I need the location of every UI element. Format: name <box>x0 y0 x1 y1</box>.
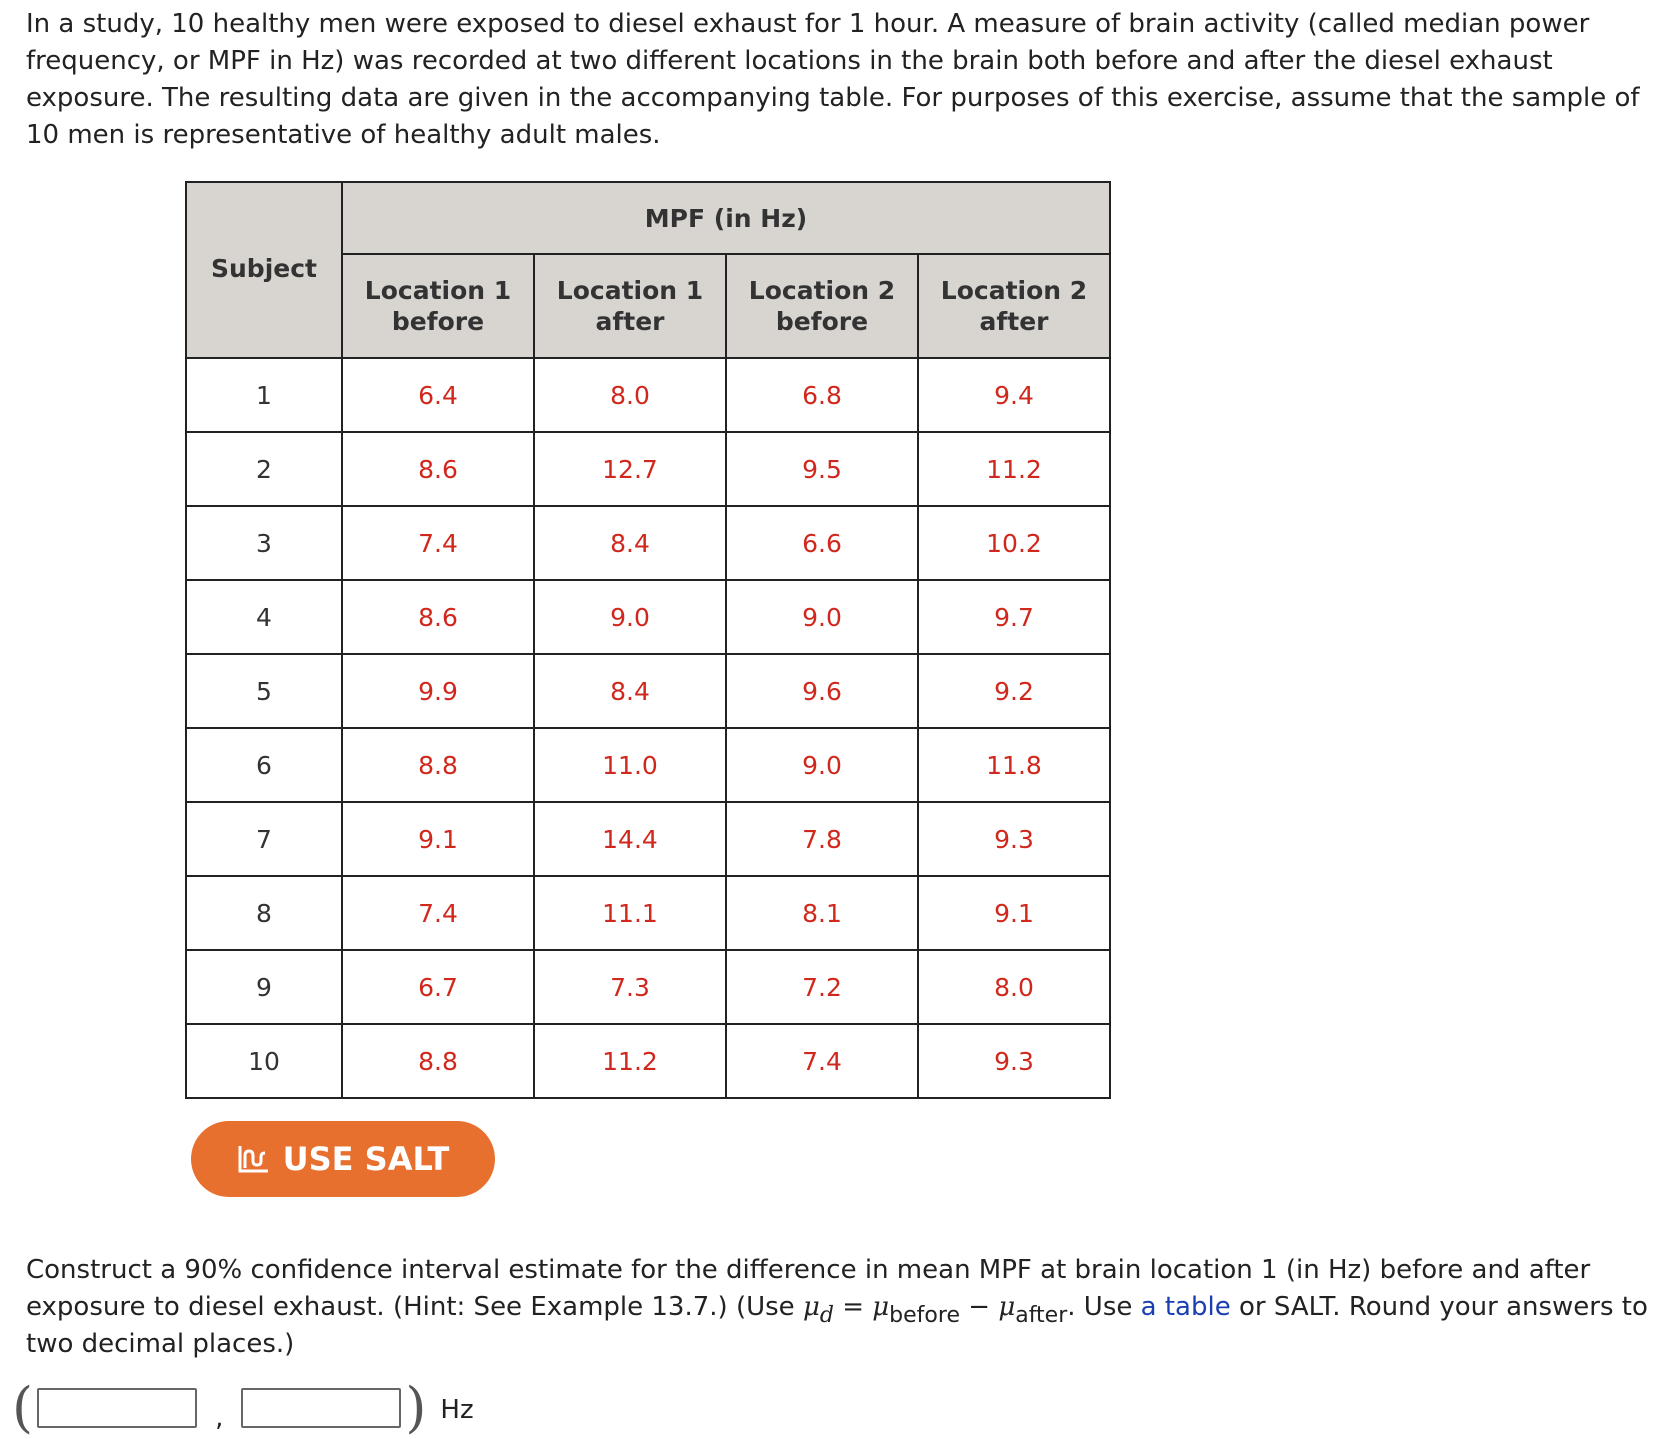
table-row <box>186 802 1110 876</box>
table-row <box>186 580 1110 654</box>
comma-separator: , <box>215 1403 224 1433</box>
value-cell: 7.8 <box>726 802 918 876</box>
subject-cell: 5 <box>186 654 342 728</box>
table-row <box>186 358 1110 432</box>
value-cell: 9.6 <box>726 654 918 728</box>
value-cell: 9.0 <box>726 728 918 802</box>
table-link[interactable]: a table <box>1140 1292 1231 1322</box>
value-cell: 14.4 <box>534 802 726 876</box>
subject-cell: 9 <box>186 950 342 1024</box>
value-cell: 8.6 <box>342 580 534 654</box>
value-cell: 11.2 <box>918 432 1110 506</box>
table-row <box>186 654 1110 728</box>
unit-label: Hz <box>440 1395 474 1425</box>
problem-intro: In a study, 10 healthy men were exposed to diesel exhaust for 1 hour. A measure of brain activity (called median power frequency, or MPF in Hz) was recorded at two different locations in the brain both before and after the diesel exhaust exposure. The resulting data are given in the accompanying table. For purposes of this exercise, assume that the sample of 10 men is representative of healthy adult males. <box>26 9 1640 150</box>
value-cell: 9.7 <box>918 580 1110 654</box>
value-cell: 8.4 <box>534 506 726 580</box>
close-paren: ) <box>405 1376 427 1439</box>
value-cell: 11.8 <box>918 728 1110 802</box>
mpf-data-table <box>185 181 1111 1099</box>
subject-cell: 10 <box>186 1024 342 1098</box>
value-cell: 7.4 <box>342 506 534 580</box>
mu-symbol: μ <box>802 1292 820 1322</box>
column-header: Location 1 before <box>342 254 534 358</box>
table-row <box>186 506 1110 580</box>
subject-cell: 3 <box>186 506 342 580</box>
value-cell: 11.2 <box>534 1024 726 1098</box>
subject-cell: 8 <box>186 876 342 950</box>
value-cell: 7.4 <box>726 1024 918 1098</box>
value-cell: 8.0 <box>918 950 1110 1024</box>
table-row <box>186 950 1110 1024</box>
value-cell: 8.0 <box>534 358 726 432</box>
column-header: Location 1 after <box>534 254 726 358</box>
table-row <box>186 728 1110 802</box>
column-header: Location 2 before <box>726 254 918 358</box>
value-cell: 6.8 <box>726 358 918 432</box>
use-salt-label: USE SALT <box>282 1140 450 1178</box>
subject-cell: 7 <box>186 802 342 876</box>
value-cell: 12.7 <box>534 432 726 506</box>
subject-cell: 6 <box>186 728 342 802</box>
value-cell: 9.5 <box>726 432 918 506</box>
mpf-group-header: MPF (in Hz) <box>342 182 1110 254</box>
question-text: Construct a 90% confidence interval estimate for the difference in mean MPF at brain location 1 (in Hz) before and after exposure to diesel exhaust. (Hint: See Example 13.7.) (Use $\mu_d = \mu_{before} - \mu_{after}$. Use a table or SALT. Round your answers to two decimal places.) <box>26 1255 1648 1359</box>
value-cell: 9.3 <box>918 802 1110 876</box>
lower-bound-input[interactable] <box>37 1388 197 1428</box>
value-cell: 8.8 <box>342 728 534 802</box>
upper-bound-input[interactable] <box>241 1388 401 1428</box>
table-row <box>186 1024 1110 1098</box>
value-cell: 9.0 <box>726 580 918 654</box>
value-cell: 9.4 <box>918 358 1110 432</box>
value-cell: 8.8 <box>342 1024 534 1098</box>
subject-header: Subject <box>186 182 342 358</box>
table-row <box>186 432 1110 506</box>
column-header: Location 2 after <box>918 254 1110 358</box>
value-cell: 8.4 <box>534 654 726 728</box>
subject-cell: 2 <box>186 432 342 506</box>
use-salt-button[interactable] <box>191 1121 495 1197</box>
value-cell: 9.2 <box>918 654 1110 728</box>
value-cell: 6.6 <box>726 506 918 580</box>
value-cell: 9.3 <box>918 1024 1110 1098</box>
value-cell: 8.1 <box>726 876 918 950</box>
value-cell: 6.4 <box>342 358 534 432</box>
value-cell: 6.7 <box>342 950 534 1024</box>
answer-row <box>12 1376 474 1439</box>
value-cell: 7.2 <box>726 950 918 1024</box>
value-cell: 7.3 <box>534 950 726 1024</box>
open-paren: ( <box>12 1376 34 1439</box>
value-cell: 8.6 <box>342 432 534 506</box>
subject-cell: 4 <box>186 580 342 654</box>
table-row <box>186 876 1110 950</box>
value-cell: 9.9 <box>342 654 534 728</box>
salt-chart-icon <box>237 1144 271 1174</box>
value-cell: 7.4 <box>342 876 534 950</box>
value-cell: 9.0 <box>534 580 726 654</box>
value-cell: 10.2 <box>918 506 1110 580</box>
value-cell: 9.1 <box>342 802 534 876</box>
value-cell: 11.1 <box>534 876 726 950</box>
value-cell: 11.0 <box>534 728 726 802</box>
value-cell: 9.1 <box>918 876 1110 950</box>
subject-cell: 1 <box>186 358 342 432</box>
